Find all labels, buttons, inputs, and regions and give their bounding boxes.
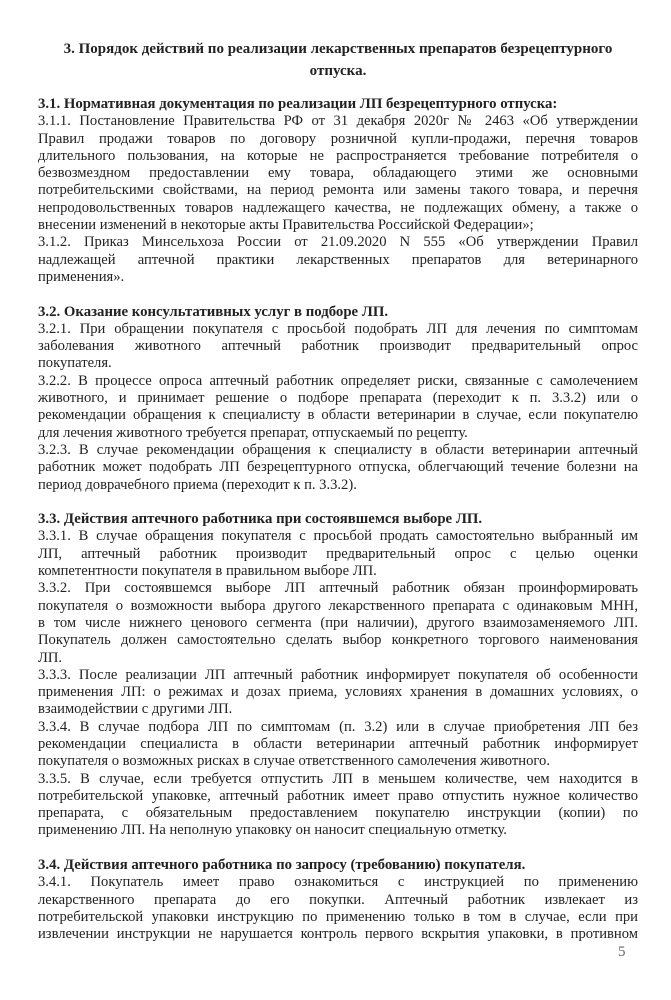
paragraph xyxy=(38,234,638,286)
page-number: 5 xyxy=(618,944,626,960)
text-line: 3.3.3. После реализации ЛП аптечный работник информирует покупателя об особенности xyxy=(38,666,638,683)
text-line: 3.1.1. Постановление Правительства РФ от 31 декабря 2020г № 2463 «Об утверждении xyxy=(38,113,638,130)
text-line: потребительской упаковке, аптечный работник имеет право отпустить нужное количество xyxy=(38,787,638,804)
text-line: покупателя о возможности выбора другого лекарственного препарата с одинаковым МНН, xyxy=(38,597,638,614)
text-line: потребительской упаковки инструкцию по применению только в том в случае, если при xyxy=(38,908,638,925)
section-heading: 3.3. Действия аптечного работника при состоявшемся выборе ЛП. xyxy=(38,511,483,528)
paragraph xyxy=(38,528,638,580)
text-line: работник может подобрать ЛП безрецептурного отпуска, облегчающий течение болезни на xyxy=(38,459,638,476)
text-line: рекомендации специалиста в области ветеринарии аптечный работник информирует xyxy=(38,735,638,752)
text-line: для лечения животного требуется препарат, отпускаемый по рецепту. xyxy=(38,424,468,441)
text-line: препарата, с обязательным предоставлением покупателю инструкции (копии) по xyxy=(38,805,638,822)
text-line: в том числе нижнего ценового сегмента (при наличии), другого взаимозаменяемого ЛП. xyxy=(38,614,638,631)
text-line: период доврачебного приема (переходит к п. 3.3.2). xyxy=(38,476,357,493)
text-line: применения ЛП: о режимах и дозах приема, условиях хранения в домашних условиях, о xyxy=(38,684,638,701)
section xyxy=(38,857,638,943)
paragraph xyxy=(38,667,638,719)
text-line: 3.3.4. В случае подбора ЛП по симптомам (п. 3.2) или в случае приобретения ЛП без xyxy=(38,718,638,735)
text-line: взаимодействии с другими ЛП. xyxy=(38,701,233,718)
text-line: надлежащей аптечной практики лекарственных препаратов для ветеринарного xyxy=(38,251,638,268)
text-line: ЛП, аптечный работник производит предварительный опрос с целью оценки xyxy=(38,545,638,562)
text-line: 3.3.5. В случае, если требуется отпустить ЛП в меньшем количестве, чем находится в xyxy=(38,770,638,787)
text-line: 3.3.1. В случае обращения покупателя с просьбой продать самостоятельно выбранный им xyxy=(38,528,638,545)
text-line: извлечении инструкции не нарушается контроль первого вскрытия упаковки, в противном xyxy=(38,926,638,943)
text-line: длительного пользования, на которые не распространяется требование потребителя о xyxy=(38,147,638,164)
paragraph xyxy=(38,113,638,234)
section xyxy=(38,511,638,840)
paragraph xyxy=(38,580,638,666)
section-heading: 3.4. Действия аптечного работника по запросу (требованию) покупателя. xyxy=(38,857,526,874)
text-line: ЛП. xyxy=(38,649,63,666)
text-line: рекомендации обращения к специалисту в области ветеринарии в случае, если покупателю xyxy=(38,407,638,424)
text-line: применения». xyxy=(38,268,125,285)
sections xyxy=(38,96,638,944)
section xyxy=(38,304,638,494)
text-line: 3.2.2. В процессе опроса аптечный работник определяет риски, связанные с самолечением xyxy=(38,372,638,389)
page-title xyxy=(38,38,638,82)
paragraph xyxy=(38,771,638,840)
text-line: покупателя о возможных рисках в случае ответственного самолечения животного. xyxy=(38,753,550,770)
paragraph xyxy=(38,373,638,442)
text-line: безвозмездном предоставлении ему товара, обладающего этими же основными xyxy=(38,165,638,182)
text-line: лекарственного препарата до его покупки. Аптечный работник извлекает из xyxy=(38,891,638,908)
text-line: потребительскими свойствами, на период ремонта или замены такого товара, и перечня xyxy=(38,182,638,199)
text-line: 3.1.2. Приказ Минсельхоза России от 21.09.2020 N 555 «Об утверждении Правил xyxy=(38,234,638,251)
text-line: непродовольственных товаров надлежащего качества, не подлежащих обмену, а также о xyxy=(38,199,638,216)
paragraph xyxy=(38,874,638,943)
text-line: Правил продажи товаров по договору розничной купли-продажи, перечня товаров xyxy=(38,130,638,147)
text-line: 3.3.2. При состоявшемся выборе ЛП аптечный работник обязан проинформировать xyxy=(38,580,638,597)
text-line: животного, и принимает решение о подборе препарата (переходит к п. 3.3.2) или о xyxy=(38,390,638,407)
text-line: 3.4.1. Покупатель имеет право ознакомиться с инструкцией по применению xyxy=(38,874,638,891)
section-heading: 3.2. Оказание консультативных услуг в подборе ЛП. xyxy=(38,303,389,320)
paragraph xyxy=(38,719,638,771)
title-line: отпуска. xyxy=(309,63,367,79)
section-heading: 3.1. Нормативная документация по реализации ЛП безрецептурного отпуска: xyxy=(38,96,558,112)
text-line: применению ЛП. На неполную упаковку он наносит специальную отметку. xyxy=(38,822,507,839)
text-line: компетентности покупателя в правильном выборе ЛП. xyxy=(38,563,377,580)
text-line: Покупатель должен самостоятельно сделать выбор конкретного торгового наименования xyxy=(38,632,638,649)
title-line: 3. Порядок действий по реализации лекарственных препаратов безрецептурного xyxy=(63,41,613,57)
document-page xyxy=(38,38,638,961)
text-line: 3.2.1. При обращении покупателя с просьбой подобрать ЛП для лечения по симптомам xyxy=(38,320,638,337)
paragraph xyxy=(38,442,638,494)
text-line: 3.2.3. В случае рекомендации обращения к специалисту в области ветеринарии аптечный xyxy=(38,441,638,458)
paragraph xyxy=(38,321,638,373)
text-line: заболевания животного аптечный работник производит предварительный опрос xyxy=(38,338,638,355)
text-line: покупателя. xyxy=(38,355,112,372)
text-line: внесении изменений в некоторые акты Правительства Российской Федерации»; xyxy=(38,217,534,234)
section xyxy=(38,96,638,286)
